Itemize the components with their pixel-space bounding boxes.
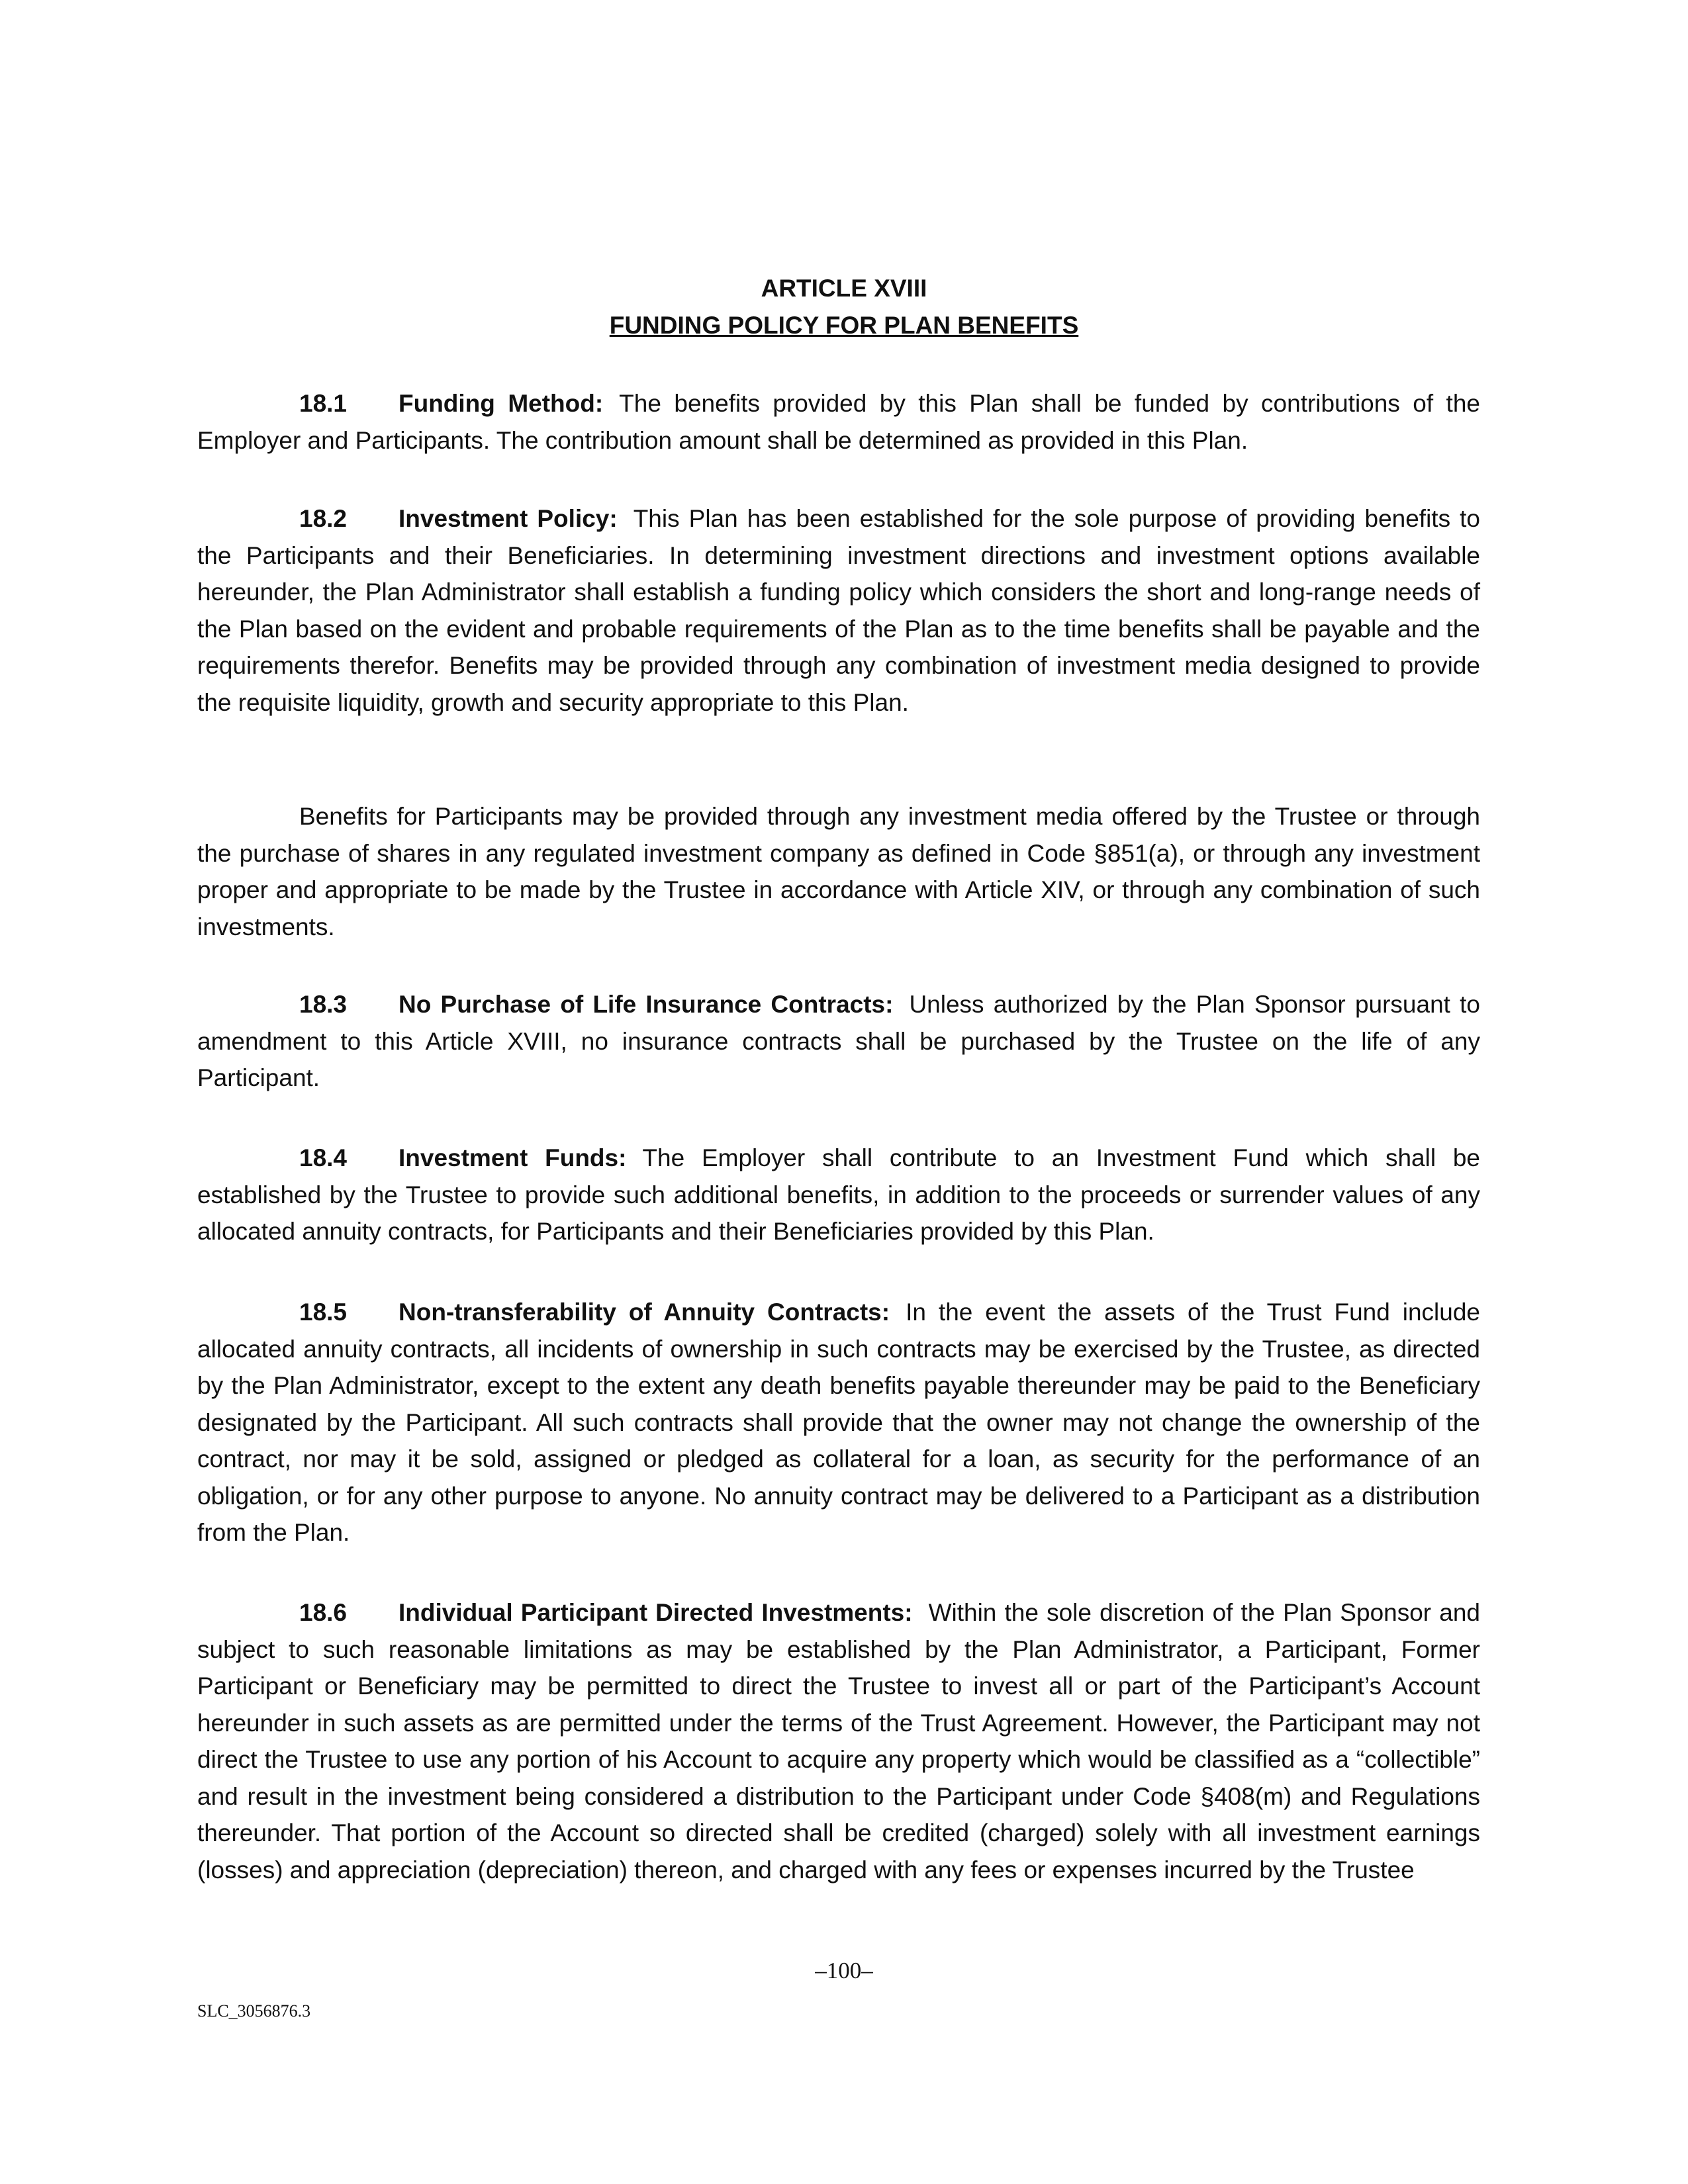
section-text: The benefits provided by this Plan shall be funded by contributions of the Employer and Participants. The contribution amount shall be determined as provided in this Plan. [197, 390, 1480, 454]
section-number: 18.5 [299, 1298, 348, 1326]
benefits-paragraph: Benefits for Participants may be provided through any investment media offered by the Trustee or through the purchase of shares in any regulated investment company as defined in Code §851(a), or through any investment proper and appropriate to be made by the Trustee in accordance with Article XIV, or through any combination of such investments. [197, 803, 1480, 940]
section-18-4 [197, 1140, 1480, 1250]
article-title: FUNDING POLICY FOR PLAN BENEFITS [609, 312, 1079, 339]
section-title: Investment Policy: [399, 505, 618, 532]
section-text: Within the sole discretion of the Plan Sponsor and subject to such reasonable limitations as may be established by the Plan Administrator, a Participant, Former Participant or Beneficiary may be permitted to direct the Trustee to invest all or part of the Participant’s Account hereunder in such assets as are permitted under the terms of the Trust Agreement. However, the Participant may not direct the Trustee to use any portion of his Account to acquire any property which would be classified as a “collectible” and result in the investment being considered a distribution to the Participant under Code §408(m) and Regulations thereunder. That portion of the Account so directed shall be credited (charged) solely with all investment earnings (losses) and appreciation (depreciation) thereon, and charged with any fees or expenses incurred by the Trustee [197, 1599, 1480, 1884]
section-18-6 [197, 1594, 1480, 1888]
section-18-2 [197, 500, 1480, 721]
section-title: Funding Method: [399, 390, 604, 417]
section-number: 18.6 [299, 1599, 348, 1626]
article-heading: ARTICLE XVIII [761, 275, 927, 302]
section-number: 18.1 [299, 390, 348, 417]
section-title: Investment Funds: [399, 1144, 627, 1171]
section-number: 18.4 [299, 1144, 348, 1171]
section-18-5 [197, 1294, 1480, 1551]
section-title: No Purchase of Life Insurance Contracts: [399, 991, 894, 1018]
section-number: 18.3 [299, 991, 348, 1018]
section-text: In the event the assets of the Trust Fund include allocated annuity contracts, all incidents of ownership in such contracts may be exercised by the Trustee, as directed by the Plan Administrator, except to the extent any death benefits payable thereunder may be paid to the Beneficiary designated by the Participant. All such contracts shall provide that the owner may not change the ownership of the contract, nor may it be sold, assigned or pledged as collateral for a loan, as security for the performance of an obligation, or for any other purpose to anyone. No annuity contract may be delivered to a Participant as a distribution from the Plan. [197, 1298, 1481, 1546]
section-title: Non-transferability of Annuity Contracts: [399, 1298, 890, 1326]
document-id: SLC_3056876.3 [197, 2001, 311, 2021]
section-text: The Employer shall contribute to an Investment Fund which shall be established by the Trustee to provide such additional benefits, in addition to the proceeds or surrender values of any allocated annuity contracts, for Participants and their Beneficiaries provided by this Plan. [197, 1144, 1480, 1245]
section-number: 18.2 [299, 505, 348, 532]
section-18-1 [197, 385, 1480, 459]
section-text: Unless authorized by the Plan Sponsor pursuant to amendment to this Article XVIII, no insurance contracts shall be purchased by the Trustee on the life of any Participant. [197, 991, 1480, 1091]
section-title: Individual Participant Directed Investments: [399, 1599, 913, 1626]
page-number: –100– [815, 1958, 873, 1983]
section-18-3 [197, 986, 1480, 1097]
section-text: This Plan has been established for the sole purpose of providing benefits to the Participants and their Beneficiaries. In determining investment directions and investment options available hereunder, the Plan Administrator shall establish a funding policy which considers the short and long-range needs of the Plan based on the evident and probable requirements of the Plan as to the time benefits shall be payable and the requirements therefor. Benefits may be provided through any combination of investment media designed to provide the requisite liquidity, growth and security appropriate to this Plan. [197, 505, 1480, 716]
